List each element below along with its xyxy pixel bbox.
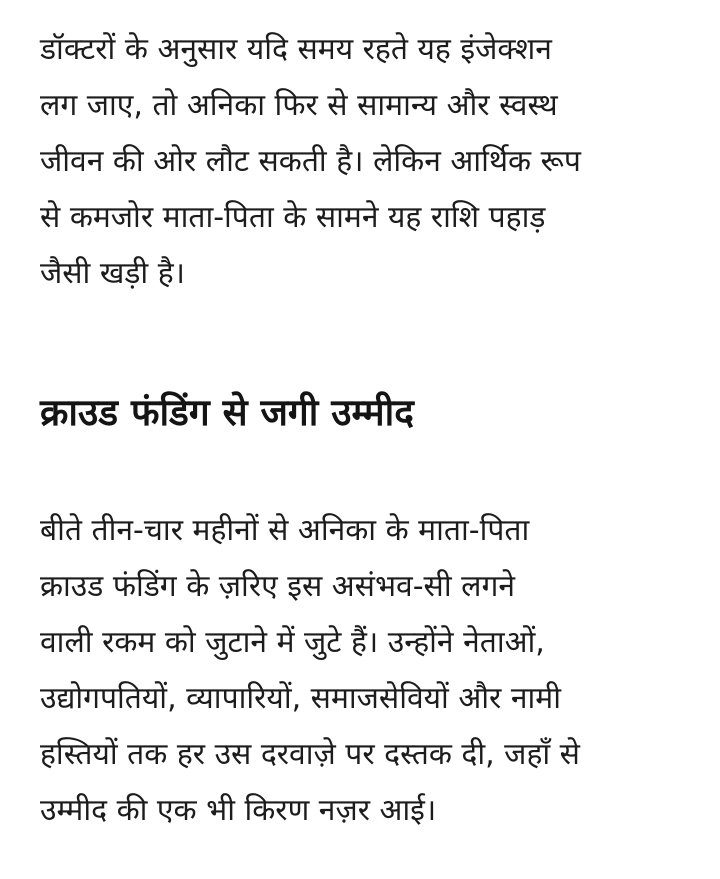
article-paragraph: [40, 503, 690, 839]
paragraph-line: से कमजोर माता-पिता के सामने यह राशि पहाड़: [40, 200, 546, 235]
paragraph-line: हस्तियों तक हर उस दरवाज़े पर दस्तक दी, जहाँ से: [40, 737, 580, 772]
paragraph-line: वाली रकम को जुटाने में जुटे हैं। उन्होंने नेताओं,: [40, 625, 545, 660]
paragraph-line: क्राउड फंडिंग के ज़रिए इस असंभव-सी लगने: [40, 569, 516, 604]
section-heading: क्राउड फंडिंग से जगी उम्मीद: [40, 391, 414, 434]
paragraph-line: डॉक्टरों के अनुसार यदि समय रहते यह इंजेक्शन: [40, 32, 552, 67]
paragraph-line: जीवन की ओर लौट सकती है। लेकिन आर्थिक रूप: [40, 144, 581, 179]
paragraph-line: बीते तीन-चार महीनों से अनिका के माता-पिता: [40, 513, 530, 548]
paragraph-line: उम्मीद की एक भी किरण नज़र आई।: [40, 793, 437, 828]
paragraph-line: लग जाए, तो अनिका फिर से सामान्य और स्वस्थ: [40, 88, 558, 123]
paragraph-line: जैसी खड़ी है।: [40, 256, 186, 291]
article-paragraph: [40, 22, 690, 302]
paragraph-line: उद्योगपतियों, व्यापारियों, समाजसेवियों और नामी: [40, 681, 561, 716]
